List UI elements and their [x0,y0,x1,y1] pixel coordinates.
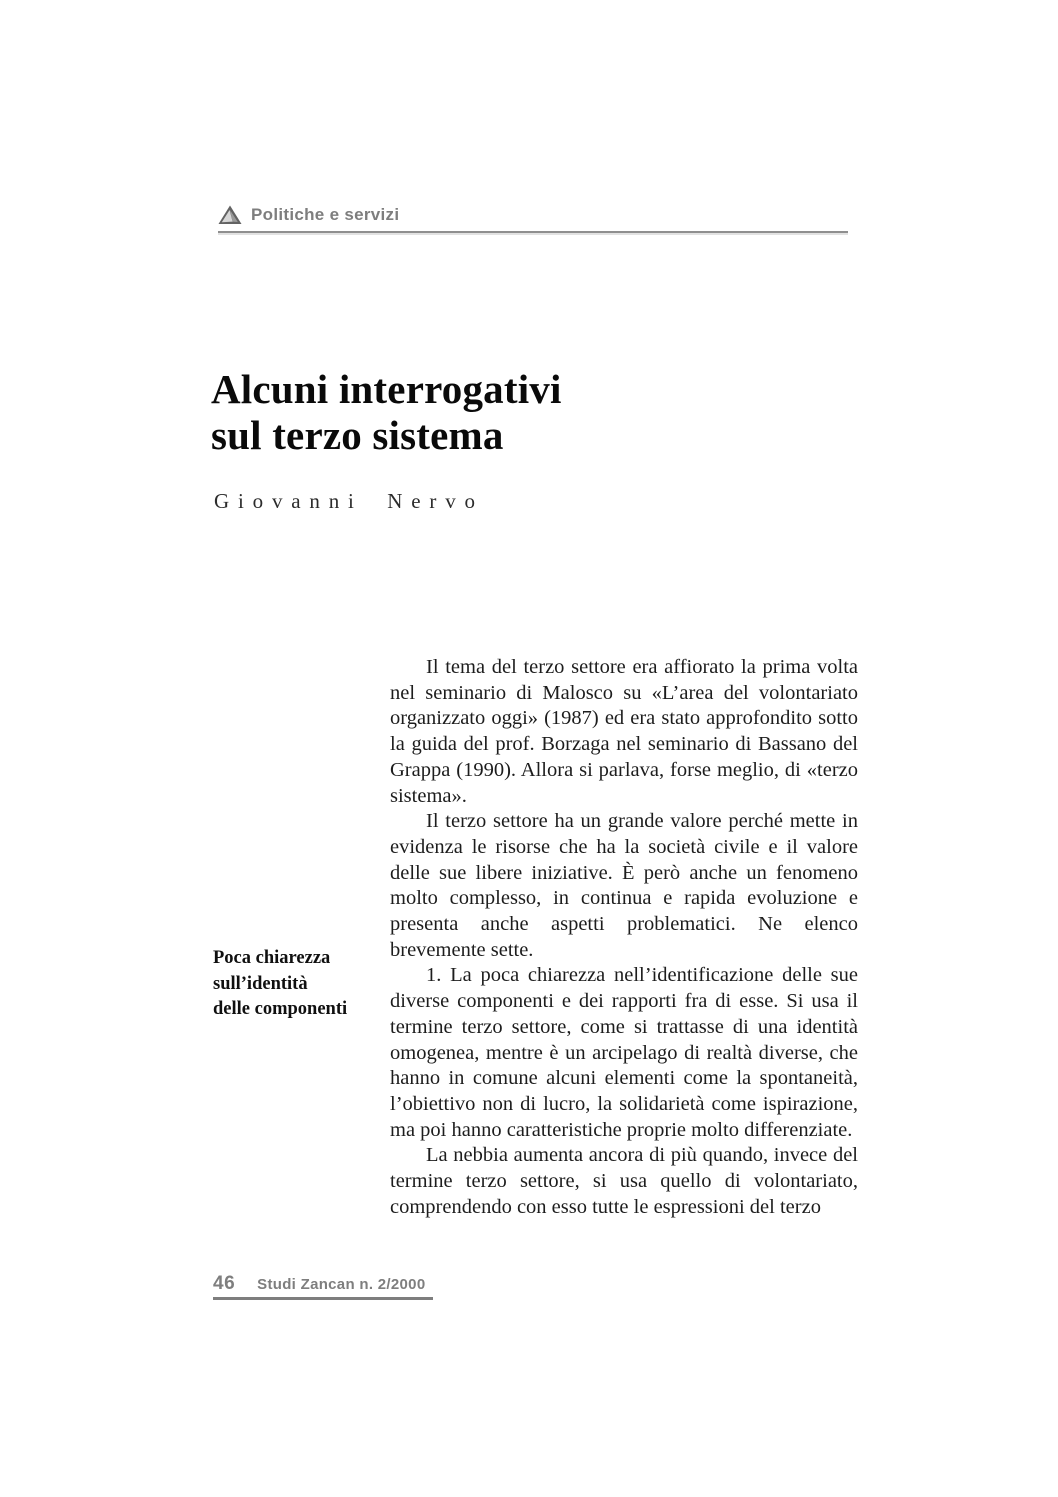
article-title [211,366,562,458]
page-number: 46 [213,1273,236,1294]
body-paragraph: Il tema del terzo settore era affiorato la prima volta nel seminario di Malosco su «L’area del volontariato organizzato oggi» (1987) ed era stato approfondito sotto la guida del prof. Borzaga nel seminario di Bassano del Grappa (1990). Allora si parlava, forse meglio, di «terzo sistema». [390,656,858,807]
margin-note [213,946,347,1023]
journal-reference: Studi Zancan n. 2/2000 [257,1276,426,1293]
article-title-line2: sul terzo sistema [211,412,504,458]
section-label: Politiche e servizi [251,205,400,224]
margin-note-line: sull’identità [213,973,308,994]
body-paragraph: La nebbia aumenta ancora di più quando, invece del termine terzo settore, si usa quello di volontariato, comprendendo con esso tutte le espressioni del terzo [390,1144,858,1218]
article-title-line1: Alcuni interrogativi [211,366,562,412]
pyramid-icon [218,205,242,225]
page-footer [213,1273,433,1300]
body-column [390,655,858,1220]
article-author: Giovanni Nervo [214,489,484,513]
header-rule [218,231,848,235]
margin-note-line: Poca chiarezza [213,948,331,968]
body-paragraph: 1. La poca chiarezza nell’identificazione delle sue diverse componenti e dei rapporti fra di esse. Si usa il termine terzo settore, come si trattasse di una identità omogenea, mentre è un arcipelago di realtà diverse, che hanno in comune alcuni elementi come la spontaneità, l’obiettivo non di lucro, la solidarietà come ispirazione, ma poi hanno caratteristiche proprie molto differenziate. [390,964,858,1141]
body-paragraph: Il terzo settore ha un grande valore perché mette in evidenza le risorse che ha la società civile e il valore delle sue libere iniziative. È però anche un fenomeno molto complesso, in continua e rapida evoluzione e presenta anche aspetti problematici. Ne elenco brevemente sette. [390,810,858,961]
margin-note-line: delle componenti [213,999,348,1019]
running-header [218,205,848,225]
